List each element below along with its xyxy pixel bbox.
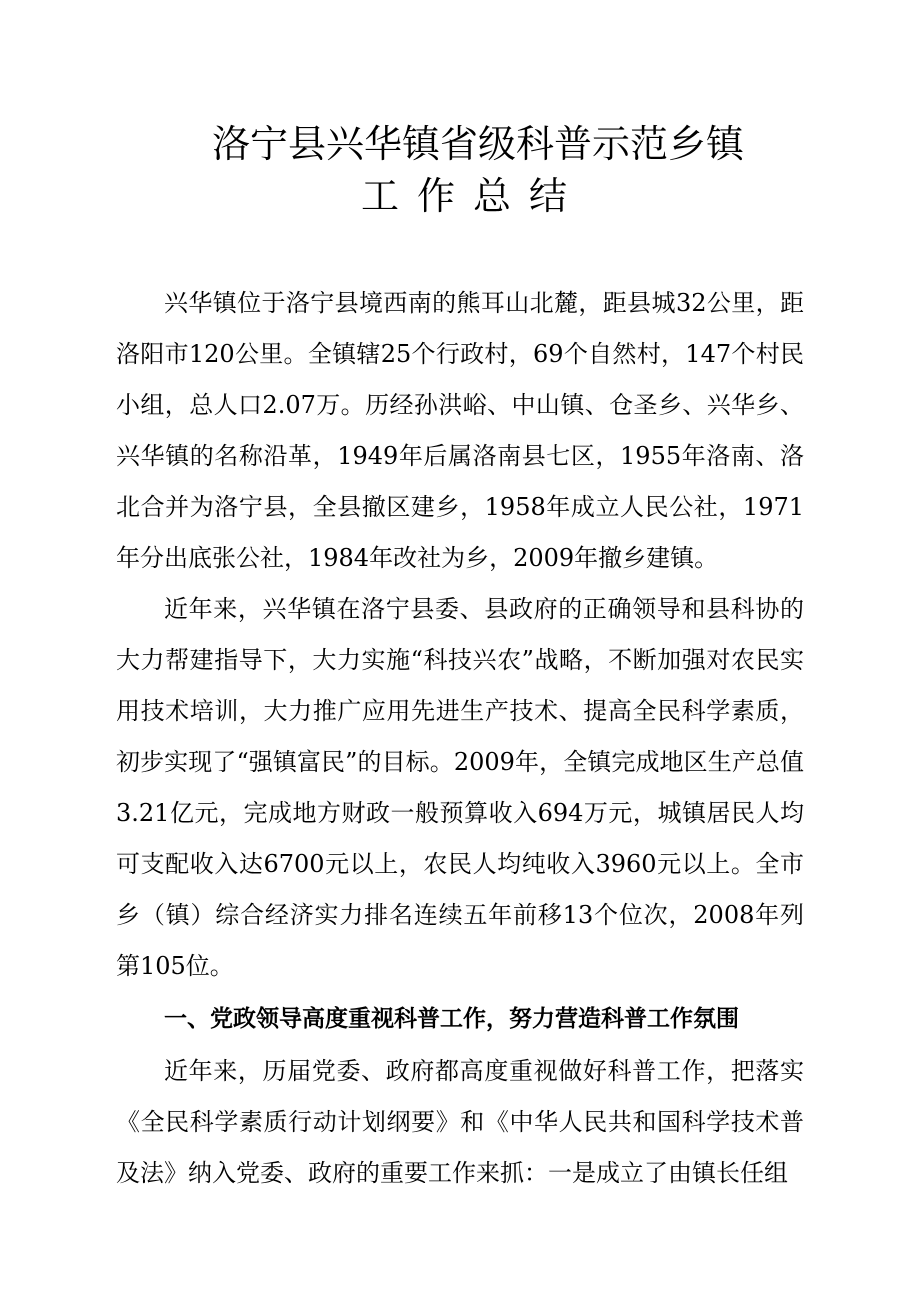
paragraph-section-one: 近年来，历届党委、政府都高度重视做好科普工作，把落实《全民科学素质行动计划纲要》和《中华人民共和国科学技术普及法》纳入党委、政府的重要工作来抓：一是成立了由镇长任组 — [116, 1057, 804, 1187]
document-title: 洛宁县兴华镇省级科普示范乡镇 — [211, 122, 744, 166]
document-body — [116, 278, 804, 1199]
document-subtitle: 工作总结 — [360, 174, 585, 218]
paragraph-achievements: 近年来，兴华镇在洛宁县委、县政府的正确领导和县科协的大力帮建指导下，大力实施“科技兴农”战略，不断加强对农民实用技术培训，大力推广应用先进生产技术、提高全民科学素质，初步实现了“强镇富民”的目标。2009年，全镇完成地区生产总值3.21亿元，完成地方财政一般预算收入694万元，城镇居民人均可支配收入达6700元以上，农民人均纯收入3960元以上。全市乡（镇）综合经济实力排名连续五年前移13个位次，2008年列第105位。 — [116, 595, 804, 980]
paragraph-introduction: 兴华镇位于洛宁县境西南的熊耳山北麓，距县城32公里，距洛阳市120公里。全镇辖25个行政村，69个自然村，147个村民小组，总人口2.07万。历经孙洪峪、中山镇、仓圣乡、兴华乡、兴华镇的名称沿革，1949年后属洛南县七区，1955年洛南、洛北合并为洛宁县，全县撤区建乡，1958年成立人民公社，1971年分出底张公社，1984年改社为乡，2009年撤乡建镇。 — [116, 289, 804, 572]
section-heading: 一、党政领导高度重视科普工作，努力营造科普工作氛围 — [164, 1006, 739, 1032]
